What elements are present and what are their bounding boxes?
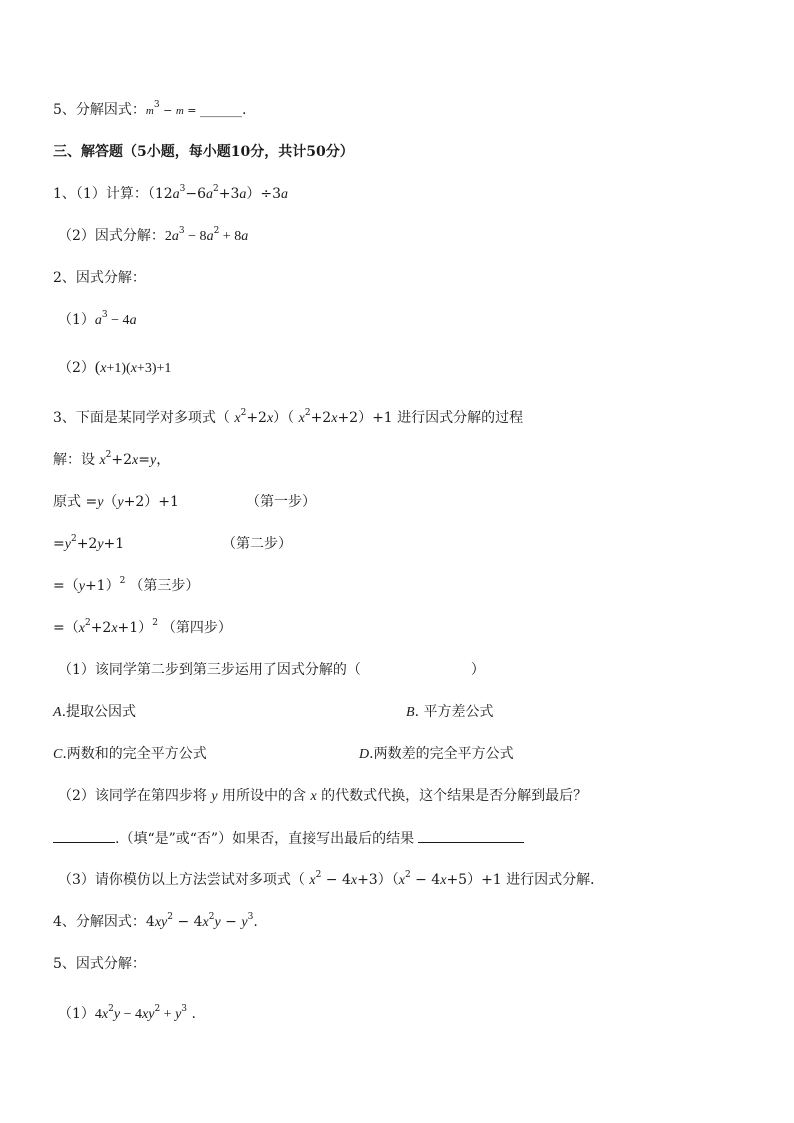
math-exponent: 2 — [70, 534, 77, 545]
q-text: 4、分解因式：4 — [53, 914, 155, 930]
math-var: x — [111, 621, 118, 636]
math-var: x — [310, 789, 317, 804]
q-text: 1、（1）计算：（12 — [53, 186, 173, 202]
option-text: .两数差的完全平方公式 — [369, 746, 514, 762]
answer-blank[interactable]: ______ — [200, 102, 242, 118]
q-text: （1） — [58, 312, 95, 328]
math-var: x — [398, 873, 405, 888]
math-exponent: 2 — [152, 618, 158, 629]
math-op: − 4 — [173, 914, 203, 930]
math-var: x — [202, 915, 209, 930]
step-1-note: （第一步） — [246, 494, 316, 510]
math-exponent: 2 — [105, 450, 112, 461]
punct: . — [253, 914, 258, 930]
math-var: xy — [142, 1007, 155, 1022]
step-2-note: （第二步） — [222, 536, 292, 552]
section-title: 三、解答题（5小题，每小题10分，共计50分） — [53, 144, 354, 160]
final-result-blank[interactable] — [418, 828, 524, 843]
yes-no-blank[interactable] — [53, 828, 115, 843]
q-text: +5）+1 进行因式分解． — [446, 872, 605, 888]
math-op: − 4 — [321, 872, 351, 888]
math-var: y — [241, 915, 248, 930]
q-number: 5、 — [53, 102, 76, 118]
option-a[interactable] — [53, 702, 136, 723]
q-text: 用所设中的含 — [217, 788, 311, 804]
problem-5-part-1 — [58, 1004, 196, 1025]
problem-1-part-1 — [53, 184, 288, 205]
sub-question-2-answer — [53, 828, 524, 849]
math-op: +2 — [90, 620, 112, 636]
math-var: a — [206, 229, 214, 244]
math-var: x — [309, 873, 316, 888]
option-text: .提取公因式 — [61, 704, 137, 720]
math-coef: 4 — [94, 1007, 102, 1022]
option-text: .两数和的完全平方公式 — [62, 746, 207, 762]
sub-question-1 — [58, 660, 485, 680]
step-4-note: （第四步） — [161, 620, 232, 636]
math-exponent: 2 — [213, 184, 219, 195]
math-var: y — [117, 495, 124, 510]
math-op: = — [138, 452, 150, 468]
punct: . — [242, 102, 247, 118]
math-var: y — [78, 579, 85, 594]
option-text: . 平方差公式 — [414, 704, 494, 720]
math-op: + 8 — [219, 229, 242, 244]
q-text: 的代数式代换，这个结果是否分解到最后？ — [316, 788, 588, 804]
q-text: （2） — [58, 360, 95, 376]
math-op: ）（ — [273, 410, 299, 426]
math-op: ）÷3 — [246, 186, 282, 202]
math-exponent: 3 — [101, 310, 108, 321]
math-exponent: 3 — [178, 226, 185, 237]
q-text: （1）该同学第二步到第三步运用了因式分解的（ — [58, 662, 361, 678]
math-var: x — [101, 1007, 109, 1022]
math-op: = — [53, 536, 65, 552]
solution-setup — [53, 450, 170, 471]
math-var: a — [241, 229, 249, 244]
math-var: a — [171, 229, 179, 244]
step-2 — [53, 534, 124, 555]
option-c[interactable] — [53, 744, 207, 765]
math-var: a — [94, 313, 102, 328]
math-var: x — [331, 411, 338, 426]
math-op: − — [159, 104, 176, 117]
math-var: x — [99, 453, 106, 468]
math-var: a — [281, 187, 289, 202]
problem-3-intro — [53, 408, 523, 429]
sub-question-3 — [58, 870, 604, 891]
math-op: − 4 — [410, 872, 441, 888]
step-3 — [53, 576, 199, 597]
math-op: +2 — [111, 452, 133, 468]
q-text: （3）请你模仿以上方法尝试对多项式（ — [58, 872, 310, 888]
option-letter: B — [406, 705, 415, 720]
punct: ， — [156, 452, 171, 468]
math-var: x — [130, 361, 137, 376]
math-op: +2 — [246, 410, 267, 426]
math-var: y — [214, 915, 221, 930]
option-d[interactable] — [359, 744, 514, 765]
problem-2-title: 2、因式分解： — [53, 270, 146, 286]
math-op: （ — [103, 494, 118, 510]
problem-5-title: 5、因式分解： — [53, 956, 146, 972]
problem-1-part-2 — [58, 226, 248, 247]
math-exponent: 2 — [119, 576, 126, 587]
punct: ） — [470, 662, 485, 678]
math-var: y — [64, 537, 71, 552]
math-op: − 8 — [184, 229, 207, 244]
q-text: +2）+1 进行因式分解的过程 — [337, 410, 524, 426]
step-4 — [53, 618, 232, 639]
math-op: − 4 — [120, 1007, 142, 1022]
math-coef: 2 — [164, 229, 172, 244]
math-var: a — [239, 187, 247, 202]
math-exponent: 2 — [404, 870, 411, 881]
step-1 — [53, 492, 179, 513]
math-exponent: 3 — [153, 100, 160, 111]
q-text: 解：设 — [53, 452, 100, 468]
punct: . — [187, 1006, 196, 1022]
math-op: +1） — [84, 578, 120, 594]
q-text: （2）因式分解： — [58, 228, 165, 244]
math-var: x — [78, 621, 85, 636]
math-op: +3）（ — [357, 872, 399, 888]
math-var: m — [175, 105, 184, 117]
math-exponent: 2 — [84, 618, 91, 629]
step-3-note: （第三步） — [129, 578, 200, 594]
math-op: −6 — [185, 186, 207, 202]
q-text: 原式 = — [53, 494, 98, 510]
math-var: y — [97, 537, 104, 552]
math-exponent: 2 — [315, 870, 322, 881]
problem-2-part-2 — [58, 358, 171, 379]
option-b[interactable] — [406, 702, 493, 723]
math-var: a — [129, 313, 137, 328]
option-letter: C — [53, 747, 63, 762]
math-var: x — [350, 873, 358, 888]
math-exponent: 3 — [179, 184, 186, 195]
math-var: x — [440, 873, 447, 888]
math-op: − — [220, 914, 242, 930]
math-var: x — [298, 411, 305, 426]
math-op: +1 — [103, 536, 125, 552]
math-exponent: 2 — [208, 912, 215, 923]
math-op: − 4 — [107, 313, 130, 328]
q-text: （1） — [58, 1006, 95, 1022]
math-exponent: 2 — [154, 1004, 161, 1015]
math-exponent: 2 — [240, 408, 247, 419]
math-op: +1） — [117, 620, 153, 636]
sub-question-2 — [58, 786, 587, 807]
math-exponent: 3 — [181, 1004, 188, 1015]
math-exponent: 2 — [108, 1004, 114, 1015]
math-var: a — [172, 187, 180, 202]
option-letter: D — [359, 747, 370, 762]
problem-4 — [53, 912, 258, 933]
math-var: x — [132, 453, 139, 468]
math-op: +1)( — [106, 361, 131, 376]
math-var: y — [175, 1007, 182, 1022]
math-op: +3)+1 — [136, 361, 172, 376]
math-op: +2）+1 — [123, 494, 179, 510]
math-exponent: 2 — [167, 912, 173, 923]
question-5-fill — [53, 100, 246, 121]
option-letter: A — [53, 705, 62, 720]
math-op: +2 — [76, 536, 98, 552]
q-text: 3、下面是某同学对多项式（ — [53, 410, 235, 426]
math-op: ( — [94, 359, 101, 376]
math-var: y — [150, 453, 157, 468]
q-text: 分解因式： — [75, 102, 146, 118]
math-var: m — [145, 105, 154, 117]
math-op: =（ — [53, 578, 79, 594]
q-text: .（填“是”或“否”）如果否，直接写出最后的结果 — [115, 831, 415, 847]
math-op: +2 — [310, 410, 332, 426]
math-exponent: 2 — [213, 226, 220, 237]
math-var: y — [211, 789, 218, 804]
math-op: +3 — [218, 186, 240, 202]
math-var: x — [266, 411, 274, 426]
math-op: + — [160, 1007, 176, 1022]
math-exponent: 2 — [304, 408, 311, 419]
math-op: = — [183, 104, 200, 117]
math-var: x — [234, 411, 241, 426]
math-var: x — [100, 361, 107, 376]
problem-2-part-1 — [58, 310, 137, 331]
math-var: a — [206, 187, 214, 202]
q-text: （2）该同学在第四步将 — [58, 788, 212, 804]
math-var: y — [113, 1007, 121, 1022]
math-var: xy — [154, 915, 168, 930]
math-var: y — [97, 495, 104, 510]
math-op: =（ — [53, 620, 79, 636]
math-exponent: 3 — [247, 912, 254, 923]
